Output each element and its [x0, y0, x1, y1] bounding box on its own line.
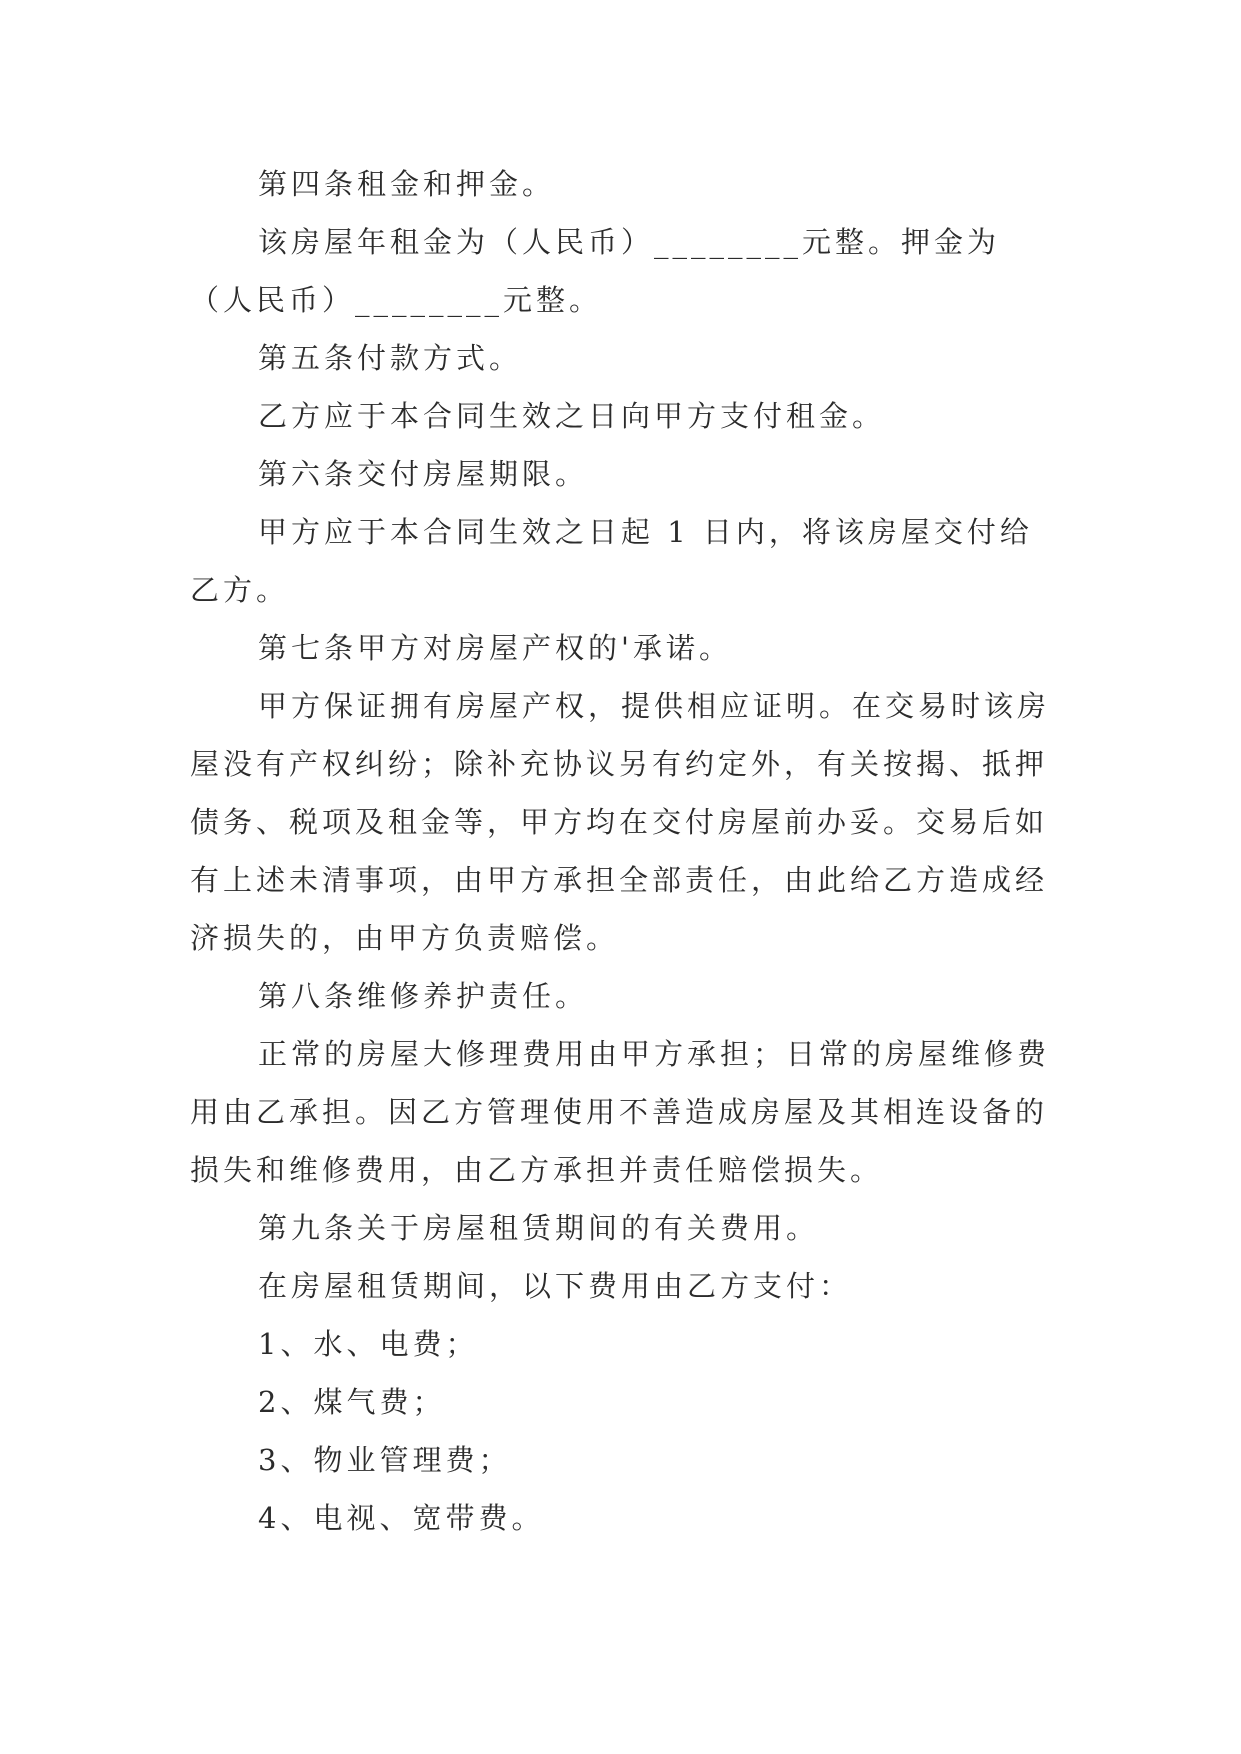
clause-7-text: 甲方保证拥有房屋产权，提供相应证明。在交易时该房屋没有产权纠纷；除补充协议另有约定外，有关按揭、抵押债务、税项及租金等，甲方均在交付房屋前办妥。交易后如有上述未清事项，由甲方承担全部责任，由此给乙方造成经济损失的，由甲方负责赔偿。 [190, 689, 1051, 955]
fee-list-item: 1、水、电费； [258, 1327, 479, 1361]
clause-9-heading: 第九条关于房屋租赁期间的有关费用。 [258, 1211, 820, 1245]
clause-8-heading: 第八条维修养护责任。 [258, 979, 589, 1013]
fee-list-item: 2、煤气费； [258, 1385, 446, 1419]
fee-list-item: 3、物业管理费； [258, 1443, 512, 1477]
clause-7-heading: 第七条甲方对房屋产权的'承诺。 [258, 631, 732, 665]
clause-5-text: 乙方应于本合同生效之日向甲方支付租金。 [258, 399, 886, 433]
fee-list-item: 4、电视、宽带费。 [258, 1501, 545, 1535]
clause-5-heading: 第五条付款方式。 [258, 341, 523, 375]
clause-6-text: 甲方应于本合同生效之日起 1 日内，将该房屋交付给乙方。 [190, 515, 1033, 607]
clause-4-heading: 第四条租金和押金。 [258, 167, 556, 201]
clause-8-text: 正常的房屋大修理费用由甲方承担；日常的房屋维修费用由乙承担。因乙方管理使用不善造成房屋及其相连设备的损失和维修费用，由乙方承担并责任赔偿损失。 [190, 1037, 1051, 1187]
document-body [190, 155, 1050, 1547]
clause-6-heading: 第六条交付房屋期限。 [258, 457, 589, 491]
clause-9-text: 在房屋租赁期间，以下费用由乙方支付： [258, 1269, 853, 1303]
clause-4-text: 该房屋年租金为（人民币）________元整。押金为（人民币）________元整。 [190, 225, 1001, 317]
